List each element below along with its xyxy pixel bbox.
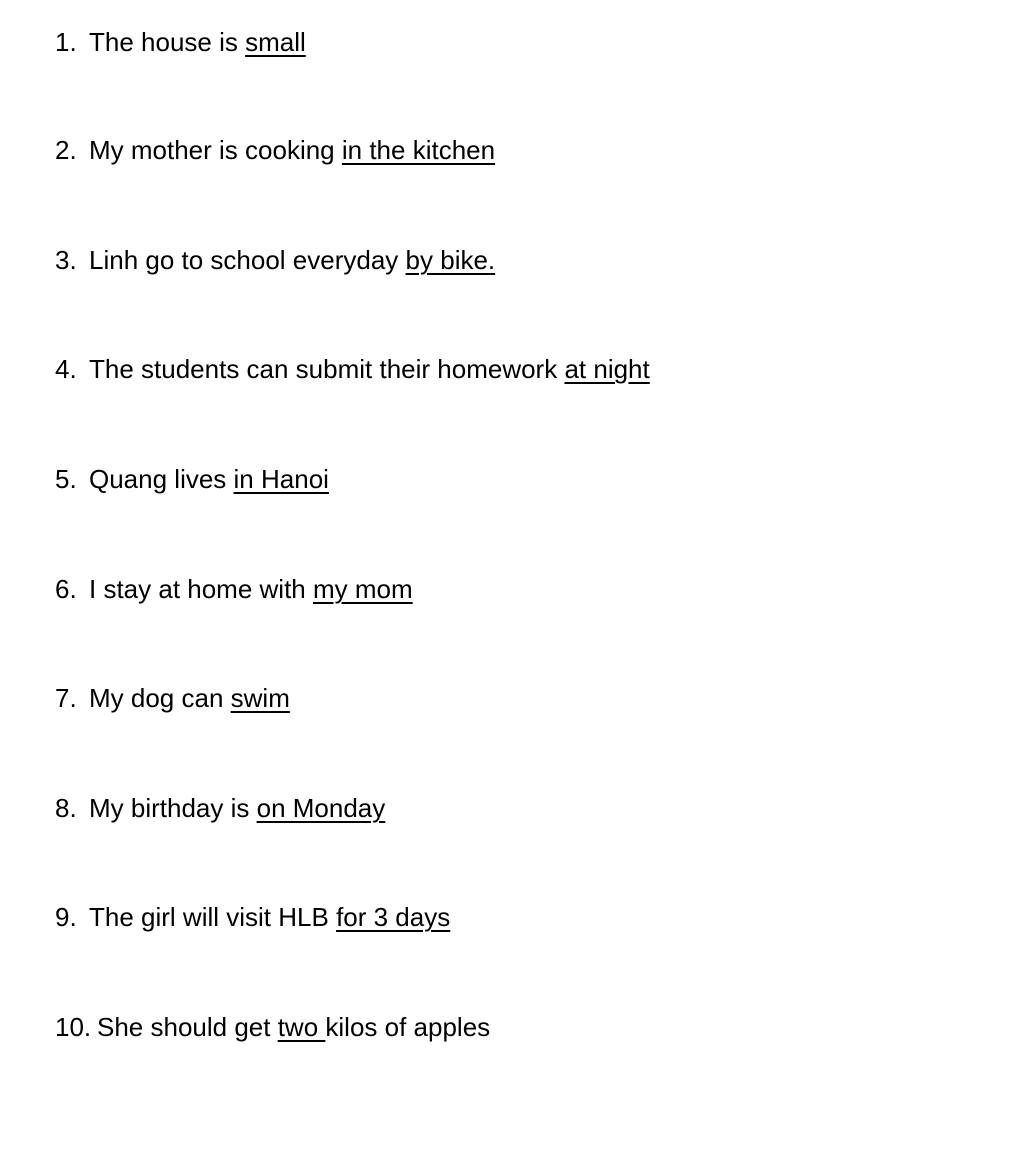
item-text: The house is (89, 27, 246, 57)
list-item-4 (55, 353, 650, 385)
item-text: The girl will visit HLB (89, 902, 337, 932)
list-item-1 (55, 26, 306, 58)
item-text: Linh go to school everyday (89, 245, 406, 275)
item-number: 8. (55, 793, 77, 823)
underlined-phrase: for 3 days (336, 902, 451, 932)
item-number: 6. (55, 574, 77, 604)
underlined-phrase: at night (564, 354, 650, 384)
underlined-phrase: in Hanoi (233, 464, 329, 494)
list-item-3 (55, 244, 495, 276)
underlined-phrase: my mom (312, 574, 413, 604)
item-text: The students can submit their homework (89, 354, 565, 384)
underlined-phrase: small (245, 27, 306, 57)
list-item-7 (55, 682, 290, 714)
item-text: My mother is cooking (89, 135, 342, 165)
item-number: 2. (55, 135, 77, 165)
item-text: Quang lives (89, 464, 234, 494)
list-item-9 (55, 901, 450, 933)
item-number: 4. (55, 354, 77, 384)
item-text: My dog can (89, 683, 231, 713)
item-text: I stay at home with (89, 574, 313, 604)
list-item-6 (55, 573, 413, 605)
item-number: 7. (55, 683, 77, 713)
item-number: 5. (55, 464, 77, 494)
item-number: 10. (55, 1012, 92, 1042)
underlined-phrase: in the kitchen (341, 135, 496, 165)
list-item-2 (55, 134, 495, 166)
item-number: 1. (55, 27, 77, 57)
item-number: 9. (55, 902, 77, 932)
underlined-phrase: swim (230, 683, 290, 713)
underlined-phrase: on Monday (256, 793, 386, 823)
item-number: 3. (55, 245, 77, 275)
list-item-5 (55, 463, 329, 495)
list-item-10 (55, 1011, 490, 1043)
item-text: My birthday is (89, 793, 257, 823)
underlined-phrase: by bike. (405, 245, 496, 275)
item-text: She should get (97, 1012, 278, 1042)
item-text-after: kilos of apples (325, 1012, 491, 1042)
list-item-8 (55, 792, 385, 824)
underlined-phrase: two (277, 1012, 326, 1042)
